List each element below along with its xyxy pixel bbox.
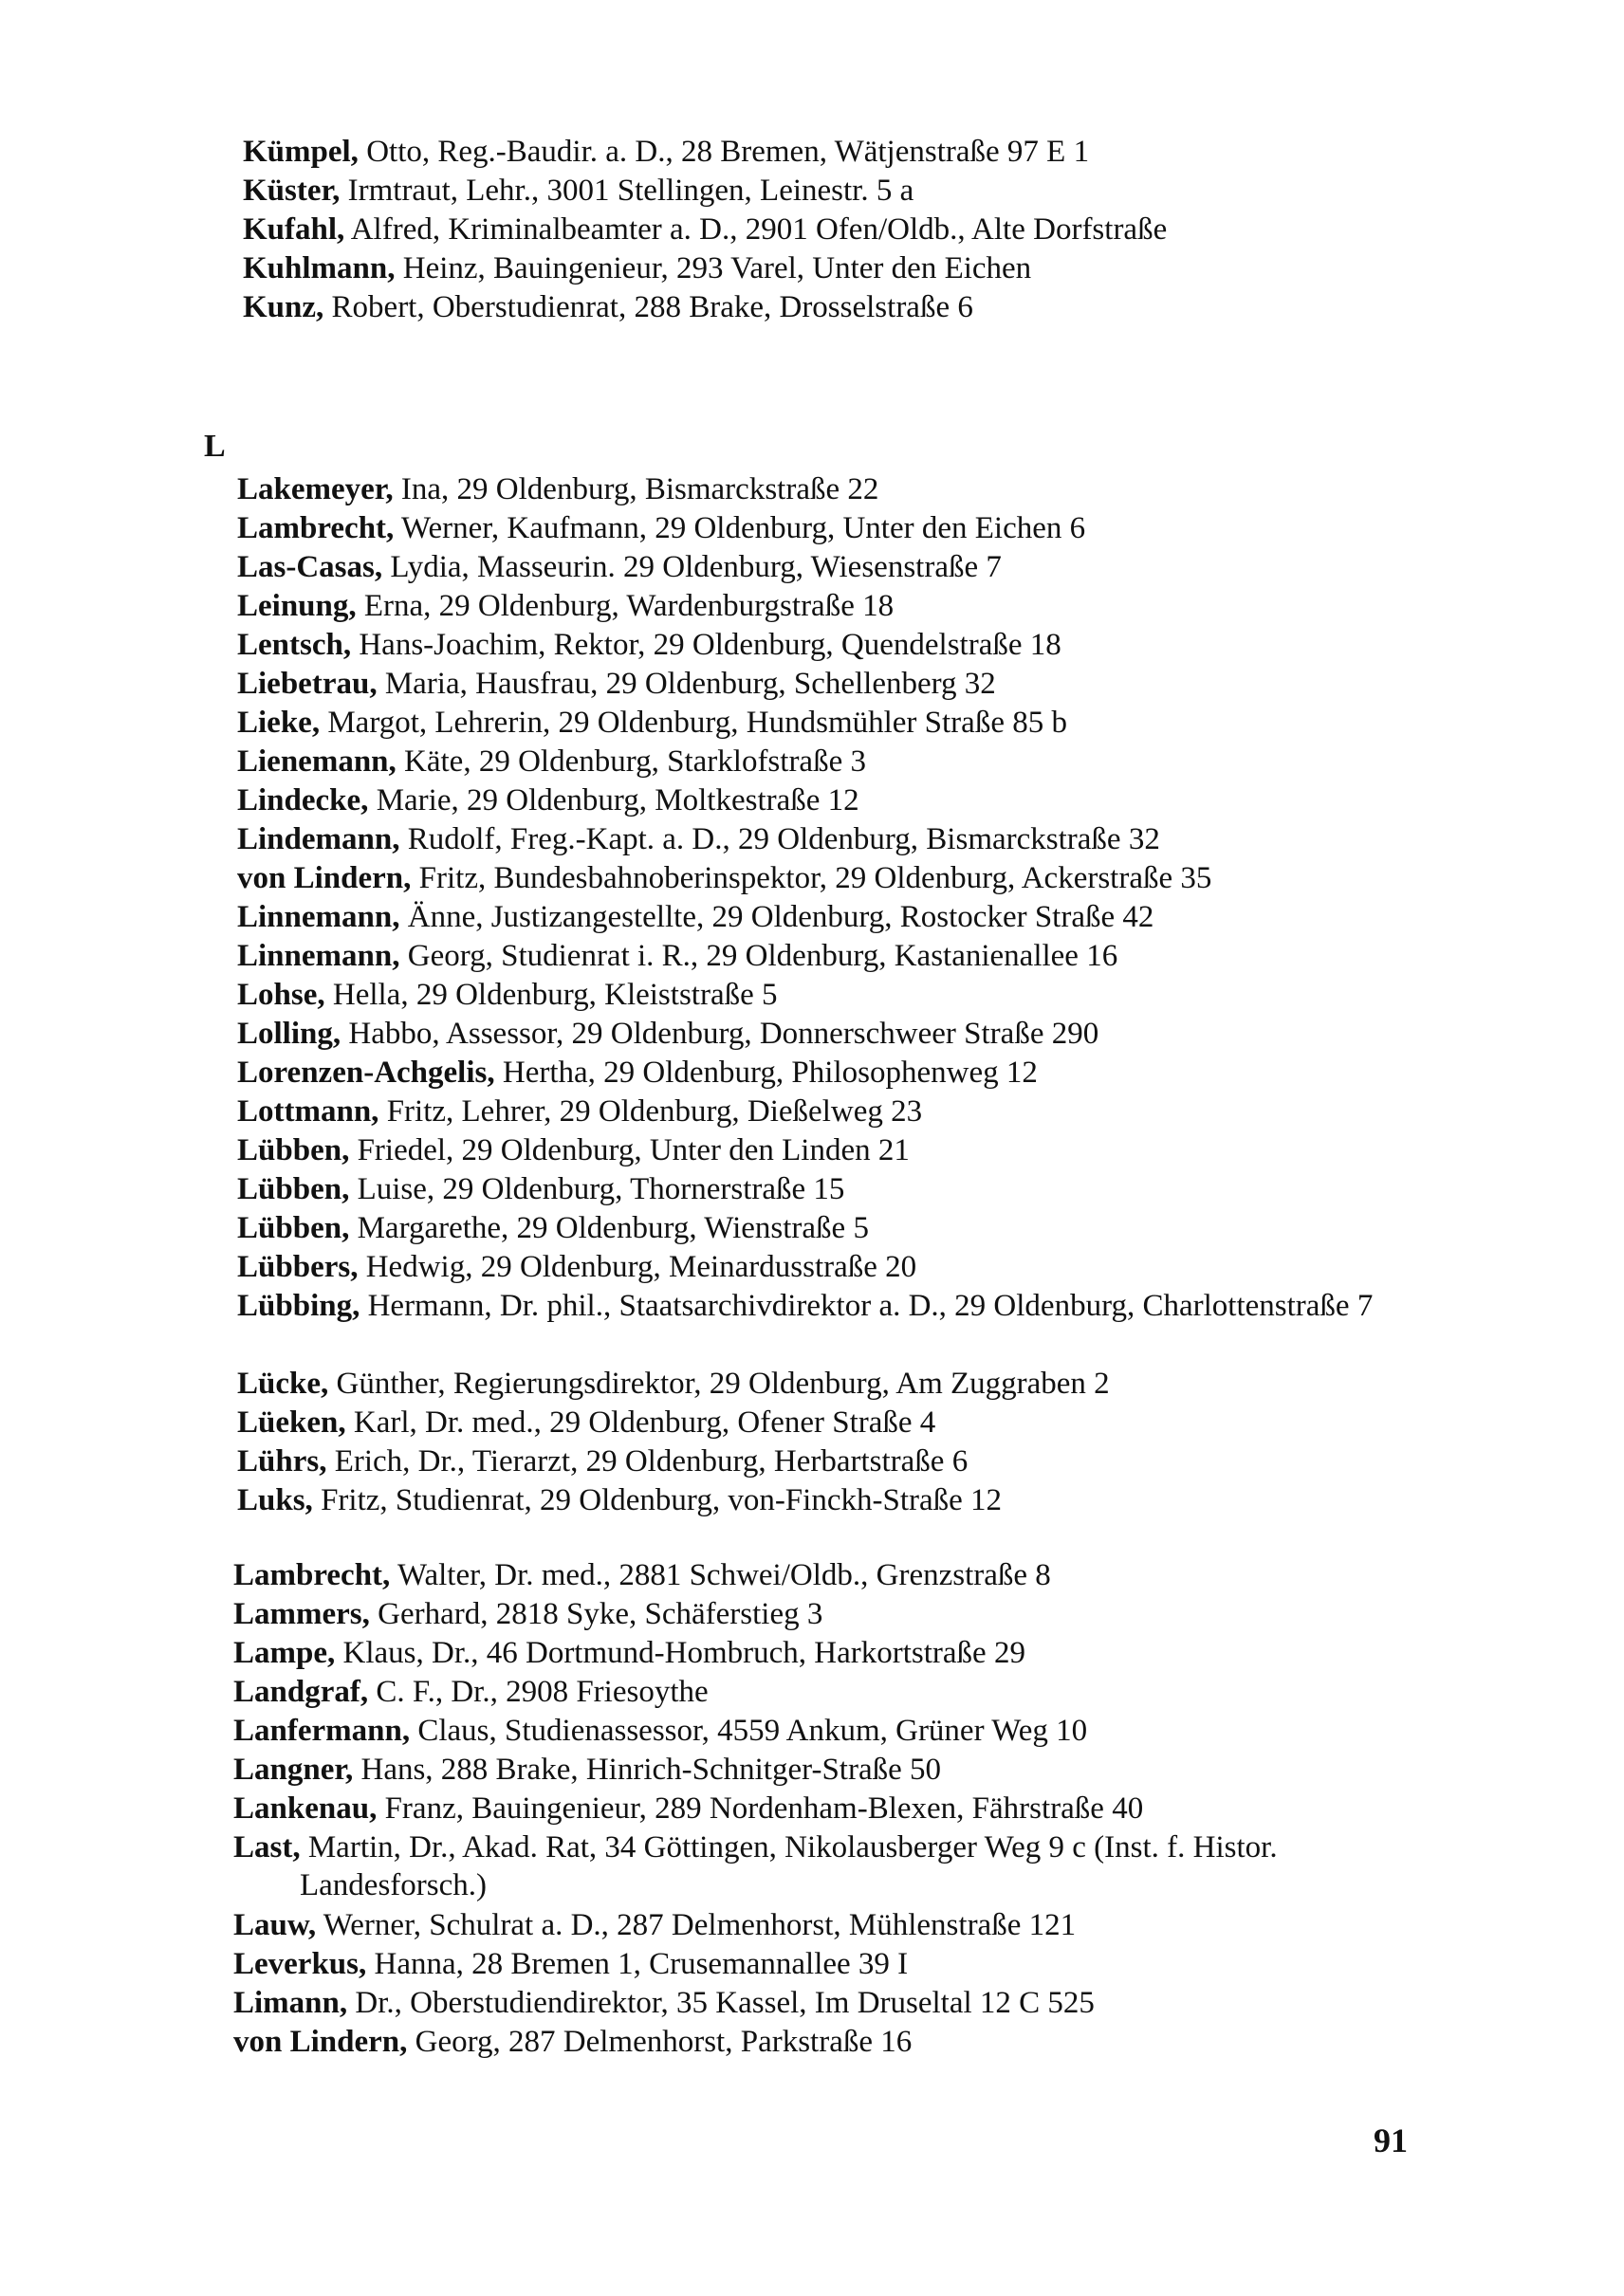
entry-details: Änne, Justizangestellte, 29 Oldenburg, Rostocker Straße 42	[399, 900, 1154, 934]
entry-details: Margot, Lehrerin, 29 Oldenburg, Hundsmühler Straße 85 b	[320, 706, 1067, 740]
entry-name: Lindecke,	[237, 783, 369, 817]
entry-luebben-friedel	[237, 1131, 910, 1169]
entry-name: Lambrecht,	[237, 511, 395, 545]
entry-name: von Lindern,	[233, 2025, 408, 2059]
entry-von-lindern-fritz	[237, 859, 1211, 897]
entry-details: C. F., Dr., 2908 Friesoythe	[368, 1675, 709, 1709]
entry-name: Lottmann,	[237, 1094, 379, 1129]
entry-von-lindern-georg	[233, 2023, 912, 2061]
entry-details: Irmtraut, Lehr., 3001 Stellingen, Leinestr. 5 a	[340, 174, 914, 208]
entry-lieke	[237, 704, 1067, 742]
entry-luecke	[237, 1365, 1110, 1403]
entry-name: Luks,	[237, 1483, 313, 1517]
entry-name: Lorenzen-Achgelis,	[237, 1056, 495, 1090]
entry-details: Erich, Dr., Tierarzt, 29 Oldenburg, Herbartstraße 6	[326, 1444, 969, 1479]
entry-name: Lambrecht,	[233, 1558, 391, 1592]
entry-langner	[233, 1751, 941, 1789]
entry-name: Lüeken,	[237, 1405, 346, 1440]
entry-details: Fritz, Bundesbahnoberinspektor, 29 Oldenburg, Ackerstraße 35	[411, 861, 1212, 895]
entry-name: Kümpel,	[243, 135, 359, 169]
entry-details: Fritz, Studienrat, 29 Oldenburg, von-Finckh-Straße 12	[312, 1483, 1003, 1517]
entry-details: Hella, 29 Oldenburg, Kleiststraße 5	[324, 978, 778, 1012]
entry-las-casas	[237, 548, 1002, 586]
entry-details: Gerhard, 2818 Syke, Schäferstieg 3	[369, 1597, 823, 1631]
entry-kuester	[243, 172, 914, 210]
entry-name: Lammers,	[233, 1597, 370, 1631]
entry-details: Alfred, Kriminalbeamter a. D., 2901 Ofen/Oldb., Alte Dorfstraße	[344, 212, 1168, 247]
entry-details: Maria, Hausfrau, 29 Oldenburg, Schellenberg 32	[377, 667, 996, 701]
entry-leverkus	[233, 1945, 908, 1983]
entry-details: Habbo, Assessor, 29 Oldenburg, Donnerschweer Straße 290	[341, 1017, 1099, 1051]
entry-name: Lübben,	[237, 1211, 350, 1245]
entry-details: Hertha, 29 Oldenburg, Philosophenweg 12	[494, 1056, 1038, 1090]
entry-details: Hans, 288 Brake, Hinrich-Schnitger-Straße 50	[353, 1753, 941, 1787]
entry-linnemann-georg	[237, 937, 1117, 975]
entry-name: Last,	[233, 1830, 301, 1864]
entry-name: Leverkus,	[233, 1947, 367, 1981]
entry-lakemeyer	[237, 470, 878, 508]
entry-kuempel	[243, 133, 1089, 171]
entry-lauw	[233, 1906, 1076, 1944]
entry-lankenau	[233, 1790, 1143, 1828]
entry-luebbers	[237, 1248, 916, 1286]
entry-leinung	[237, 587, 894, 625]
entry-lentsch	[237, 626, 1061, 664]
entry-name: Langner,	[233, 1753, 354, 1787]
entry-name: Las-Casas,	[237, 550, 383, 584]
entry-name: Lübben,	[237, 1133, 350, 1167]
entry-lambrecht-werner	[237, 509, 1085, 547]
entry-details: Hermann, Dr. phil., Staatsarchivdirektor a. D., 29 Oldenburg, Charlottenstraße 7	[360, 1289, 1374, 1323]
page-number: 91	[1374, 2122, 1408, 2159]
entry-details: Günther, Regierungsdirektor, 29 Oldenburg, Am Zuggraben 2	[328, 1367, 1110, 1401]
entry-name: Lakemeyer,	[237, 472, 394, 506]
entry-name: Leinung,	[237, 589, 357, 623]
entry-name: Lienemann,	[237, 744, 397, 779]
entry-name: von Lindern,	[237, 861, 412, 895]
entry-kufahl	[243, 211, 1167, 248]
entry-name: Lübben,	[237, 1172, 350, 1206]
entry-name: Lührs,	[237, 1444, 327, 1479]
section-letter: L	[204, 429, 226, 464]
entry-name: Limann,	[233, 1986, 348, 2020]
entry-luebbing	[237, 1287, 1432, 1325]
entry-details: Heinz, Bauingenieur, 293 Varel, Unter den Eichen	[395, 251, 1032, 285]
entry-name: Linnemann,	[237, 900, 400, 934]
entry-name: Lentsch,	[237, 628, 352, 662]
entry-details: Marie, 29 Oldenburg, Moltkestraße 12	[368, 783, 859, 817]
entry-name: Lücke,	[237, 1367, 329, 1401]
entry-lottmann	[237, 1093, 922, 1130]
entry-luebben-luise	[237, 1170, 844, 1208]
entry-details: Werner, Kaufmann, 29 Oldenburg, Unter den Eichen 6	[394, 511, 1086, 545]
entry-lambrecht-walter	[233, 1556, 1051, 1594]
entry-details: Klaus, Dr., 46 Dortmund-Hombruch, Harkortstraße 29	[335, 1636, 1025, 1670]
entry-name: Lauw,	[233, 1908, 317, 1942]
entry-lanfermann	[233, 1712, 1087, 1750]
entry-name: Küster,	[243, 174, 341, 208]
entry-details: Friedel, 29 Oldenburg, Unter den Linden 21	[349, 1133, 910, 1167]
entry-name: Landgraf,	[233, 1675, 369, 1709]
entry-details: Dr., Oberstudiendirektor, 35 Kassel, Im Druseltal 12 C 525	[347, 1986, 1095, 2020]
entry-details: Georg, Studienrat i. R., 29 Oldenburg, Kastanienallee 16	[399, 939, 1118, 973]
entry-name: Lübbers,	[237, 1250, 359, 1284]
entry-details: Georg, 287 Delmenhorst, Parkstraße 16	[407, 2025, 913, 2059]
entry-name: Lohse,	[237, 978, 325, 1012]
entry-details: Lydia, Masseurin. 29 Oldenburg, Wiesenstraße 7	[382, 550, 1002, 584]
entry-details: Käte, 29 Oldenburg, Starklofstraße 3	[396, 744, 866, 779]
entry-details: Martin, Dr., Akad. Rat, 34 Göttingen, Nikolausberger Weg 9 c (Inst. f. Histor. Landesforsch.)	[300, 1830, 1278, 1902]
entry-linnemann-aenne	[237, 898, 1153, 936]
entry-landgraf	[233, 1673, 709, 1711]
entry-details: Hans-Joachim, Rektor, 29 Oldenburg, Quendelstraße 18	[351, 628, 1061, 662]
entry-name: Kufahl,	[243, 212, 345, 247]
entry-name: Lankenau,	[233, 1791, 378, 1826]
entry-details: Franz, Bauingenieur, 289 Nordenham-Blexen, Fährstraße 40	[377, 1791, 1144, 1826]
entry-last	[233, 1828, 1429, 1904]
entry-kunz	[243, 288, 973, 326]
entry-liebetrau	[237, 665, 996, 703]
entry-lindemann	[237, 820, 1160, 858]
entry-name: Kunz,	[243, 290, 324, 324]
entry-lohse	[237, 976, 777, 1014]
entry-luks	[237, 1481, 1002, 1519]
entry-lampe	[233, 1634, 1025, 1672]
entry-luehrs	[237, 1442, 968, 1480]
entry-details: Claus, Studienassessor, 4559 Ankum, Grüner Weg 10	[410, 1714, 1088, 1748]
entry-lindecke	[237, 781, 859, 819]
entry-details: Hedwig, 29 Oldenburg, Meinardusstraße 20	[358, 1250, 917, 1284]
entry-name: Lolling,	[237, 1017, 341, 1051]
entry-lienemann	[237, 743, 866, 781]
entry-lolling	[237, 1015, 1098, 1053]
entry-details: Margarethe, 29 Oldenburg, Wienstraße 5	[349, 1211, 869, 1245]
entry-lammers	[233, 1595, 822, 1633]
entry-name: Lampe,	[233, 1636, 336, 1670]
entry-details: Werner, Schulrat a. D., 287 Delmenhorst, Mühlenstraße 121	[316, 1908, 1077, 1942]
entry-name: Linnemann,	[237, 939, 400, 973]
entry-kuhlmann	[243, 249, 1031, 287]
entry-details: Fritz, Lehrer, 29 Oldenburg, Dießelweg 23	[378, 1094, 923, 1129]
entry-details: Ina, 29 Oldenburg, Bismarckstraße 22	[393, 472, 879, 506]
entry-name: Liebetrau,	[237, 667, 378, 701]
entry-lorenzen-achgelis	[237, 1054, 1038, 1092]
entry-details: Rudolf, Freg.-Kapt. a. D., 29 Oldenburg, Bismarckstraße 32	[399, 822, 1160, 856]
entry-details: Robert, Oberstudienrat, 288 Brake, Drosselstraße 6	[323, 290, 973, 324]
entry-name: Lindemann,	[237, 822, 400, 856]
entry-name: Lübbing,	[237, 1289, 360, 1323]
entry-details: Otto, Reg.-Baudir. a. D., 28 Bremen, Wätjenstraße 97 E 1	[358, 135, 1090, 169]
entry-name: Lieke,	[237, 706, 321, 740]
entry-details: Walter, Dr. med., 2881 Schwei/Oldb., Grenzstraße 8	[390, 1558, 1051, 1592]
entry-details: Hanna, 28 Bremen 1, Crusemannallee 39 I	[366, 1947, 909, 1981]
entry-name: Kuhlmann,	[243, 251, 396, 285]
entry-name: Lanfermann,	[233, 1714, 411, 1748]
entry-details: Karl, Dr. med., 29 Oldenburg, Ofener Straße 4	[345, 1405, 936, 1440]
entry-details: Erna, 29 Oldenburg, Wardenburgstraße 18	[356, 589, 895, 623]
entry-luebben-margarethe	[237, 1209, 869, 1247]
entry-lueeken	[237, 1404, 935, 1442]
entry-limann	[233, 1984, 1095, 2022]
entry-details: Luise, 29 Oldenburg, Thornerstraße 15	[349, 1172, 845, 1206]
